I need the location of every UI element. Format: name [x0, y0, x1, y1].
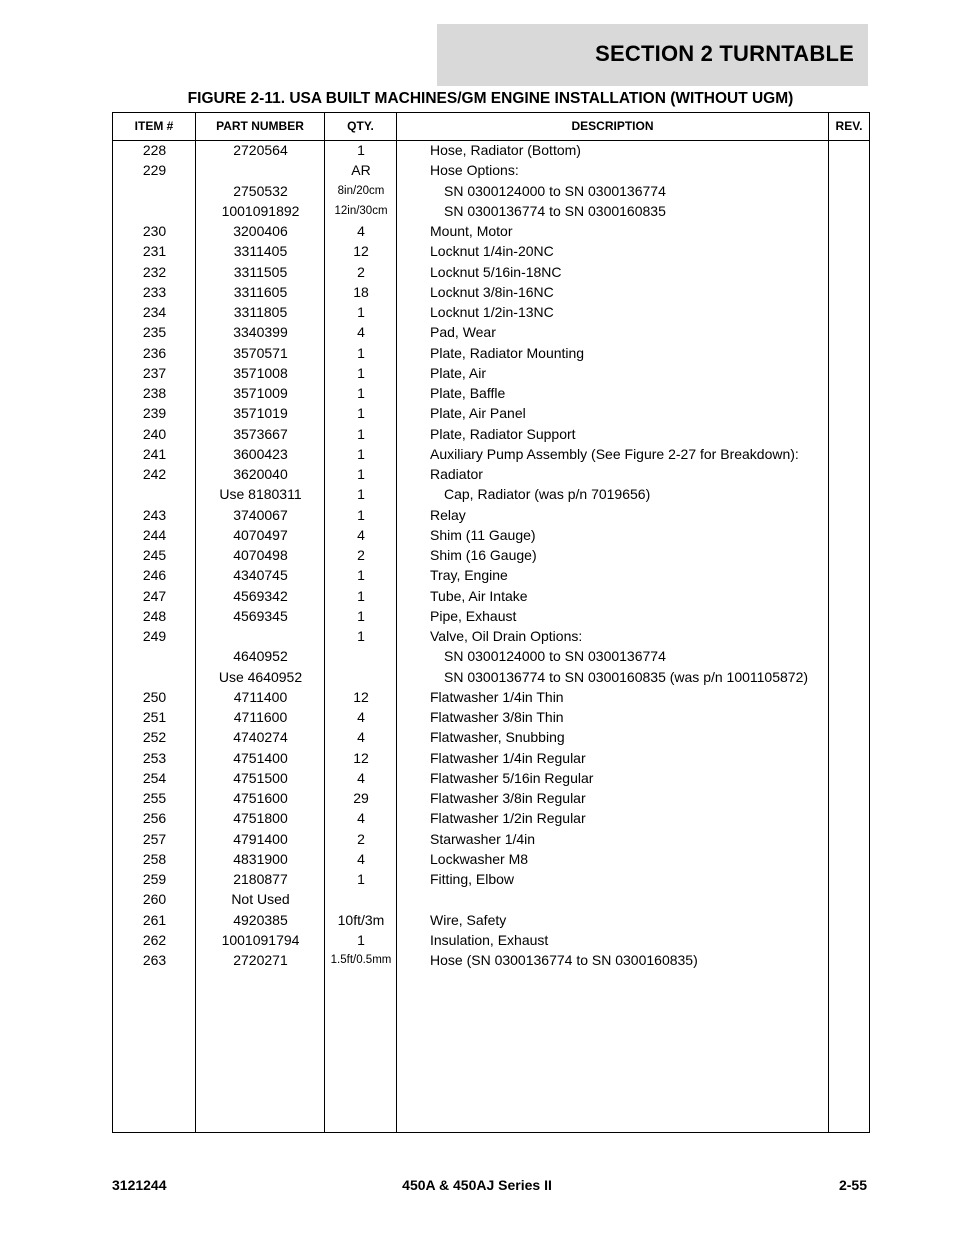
description-cell: Flatwasher 1/2in Regular [430, 810, 586, 827]
item-number-cell: 241 [142, 445, 167, 462]
table-row [113, 343, 869, 363]
footer-model-name: 450A & 450AJ Series II [402, 1177, 552, 1193]
description-cell: Flatwasher 3/8in Thin [430, 709, 564, 725]
part-number-cell: 3571009 [233, 385, 288, 401]
part-number-cell: 4070498 [233, 547, 288, 563]
part-number-cell: 1001091892 [221, 202, 300, 219]
item-number-cell: 232 [142, 263, 167, 280]
quantity-cell: 1 [357, 385, 365, 401]
description-cell: Flatwasher 3/8in Regular [430, 790, 586, 806]
table-row [113, 201, 869, 221]
column-header-description: DESCRIPTION [571, 119, 654, 133]
quantity-cell: 12in/30cm [334, 204, 388, 217]
item-number-cell: 247 [142, 587, 167, 604]
item-number-cell: 245 [142, 547, 167, 563]
item-number-cell: 235 [142, 324, 167, 341]
quantity-cell: 4 [357, 729, 365, 746]
table-row [113, 910, 869, 930]
item-number-cell [113, 646, 196, 666]
part-number-cell: 3620040 [233, 466, 288, 482]
description-cell: Lockwasher M8 [430, 850, 529, 867]
quantity-cell: 1 [357, 486, 365, 503]
item-number-cell [113, 181, 196, 201]
table-row [113, 403, 869, 423]
table-row [113, 667, 869, 687]
quantity-cell [325, 667, 397, 687]
description-cell: Valve, Oil Drain Options: [430, 628, 583, 644]
quantity-cell: AR [351, 162, 371, 179]
description-cell: SN 0300136774 to SN 0300160835 [444, 202, 666, 219]
item-number-cell: 243 [142, 506, 167, 523]
quantity-cell: 1 [357, 567, 365, 584]
part-number-cell: 4751500 [233, 769, 288, 786]
quantity-cell: 1 [357, 931, 365, 948]
table-row [113, 727, 869, 747]
description-cell: SN 0300136774 to SN 0300160835 (was p/n 1001105872) [444, 668, 809, 685]
description-cell: Shim (11 Gauge) [430, 526, 536, 543]
table-row [113, 140, 869, 160]
quantity-cell: 10ft/3m [337, 911, 385, 928]
figure-title: FIGURE 2-11. USA BUILT MACHINES/GM ENGINE INSTALLATION (WITHOUT UGM) [187, 90, 794, 107]
description-cell: Mount, Motor [430, 223, 513, 239]
item-number-cell: 261 [142, 911, 167, 928]
part-number-cell: 4740274 [233, 729, 288, 746]
item-number-cell: 231 [142, 243, 167, 260]
item-number-cell: 239 [142, 405, 167, 422]
quantity-cell: 1 [357, 607, 365, 624]
item-number-cell: 242 [142, 466, 167, 482]
description-cell: Locknut 1/2in-13NC [430, 304, 554, 320]
quantity-cell: 1 [357, 344, 365, 361]
description-cell: Pipe, Exhaust [430, 607, 517, 624]
item-number-cell: 229 [142, 162, 167, 179]
table-row [113, 586, 869, 606]
part-number-cell: 4751600 [233, 790, 288, 806]
table-row [113, 626, 869, 646]
item-number-cell: 230 [142, 223, 167, 239]
description-cell: Hose Options: [430, 162, 519, 179]
quantity-cell [325, 889, 397, 909]
quantity-cell: 1 [357, 364, 365, 381]
part-number-cell: 3571008 [233, 364, 288, 381]
part-number-cell: 4791400 [233, 830, 288, 847]
part-number-cell [196, 626, 325, 646]
quantity-cell: 1 [357, 506, 365, 523]
quantity-cell: 1 [357, 466, 365, 482]
quantity-cell: 1 [357, 304, 365, 320]
quantity-cell: 4 [357, 526, 365, 543]
part-number-cell: 4920385 [233, 911, 288, 928]
description-cell: Hose, Radiator (Bottom) [430, 142, 581, 158]
item-number-cell: 258 [142, 850, 167, 867]
quantity-cell: 1.5ft/0.5mm [330, 954, 392, 966]
part-number-cell: 4569342 [233, 587, 288, 604]
table-row [113, 282, 869, 302]
description-cell: Plate, Air Panel [430, 405, 526, 422]
description-cell: Locknut 3/8in-16NC [430, 283, 554, 300]
table-row [113, 241, 869, 261]
description-cell: Wire, Safety [430, 911, 507, 928]
quantity-cell: 1 [357, 587, 365, 604]
description-cell: Plate, Baffle [430, 385, 506, 401]
item-number-cell: 246 [142, 567, 167, 584]
item-number-cell: 262 [142, 931, 167, 948]
description-cell: Cap, Radiator (was p/n 7019656) [444, 486, 651, 503]
quantity-cell: 2 [357, 547, 365, 563]
part-number-cell: 3571019 [233, 405, 288, 422]
table-row [113, 424, 869, 444]
quantity-cell: 4 [357, 223, 365, 239]
part-number-cell: 4751400 [233, 749, 288, 766]
part-number-cell: Use 4640952 [218, 668, 303, 685]
part-number-cell: 4070497 [233, 526, 288, 543]
item-number-cell: 248 [142, 607, 167, 624]
quantity-cell: 4 [357, 709, 365, 725]
quantity-cell: 1 [357, 871, 365, 887]
item-number-cell [113, 201, 196, 221]
table-row [113, 606, 869, 626]
description-cell: Auxiliary Pump Assembly (See Figure 2-27 for Breakdown): [430, 445, 799, 462]
item-number-cell: 237 [142, 364, 167, 381]
section-title: SECTION 2 TURNTABLE [595, 41, 854, 66]
quantity-cell: 12 [353, 243, 369, 260]
part-number-cell: 4751800 [233, 810, 288, 827]
quantity-cell: 8in/20cm [337, 184, 385, 197]
quantity-cell: 12 [353, 749, 369, 766]
item-number-cell: 233 [142, 283, 167, 300]
description-cell: Flatwasher 5/16in Regular [430, 769, 594, 786]
part-number-cell: 3200406 [233, 223, 288, 239]
description-cell: Plate, Radiator Mounting [430, 344, 585, 361]
item-number-cell: 236 [142, 344, 167, 361]
description-cell: Insulation, Exhaust [430, 931, 549, 948]
table-row [113, 788, 869, 808]
part-number-cell: 3573667 [233, 425, 288, 442]
column-header-item: ITEM # [134, 119, 174, 133]
table-row [113, 687, 869, 707]
description-cell: Flatwasher 1/4in Thin [430, 688, 564, 705]
description-cell: Plate, Air [430, 364, 487, 381]
item-number-cell: 254 [142, 769, 167, 786]
item-number-cell: 253 [142, 749, 167, 766]
description-cell: Tray, Engine [430, 567, 508, 584]
column-header-rev: REV. [835, 119, 863, 133]
part-number-cell: 2720564 [233, 142, 288, 158]
item-number-cell: 256 [142, 810, 167, 827]
table-row [113, 829, 869, 849]
part-number-cell: 4640952 [233, 648, 288, 665]
description-cell: Fitting, Elbow [430, 871, 515, 887]
item-number-cell: 257 [142, 830, 167, 847]
quantity-cell: 4 [357, 324, 365, 341]
part-number-cell: 3340399 [233, 324, 288, 341]
table-row [113, 889, 869, 909]
part-number-cell [196, 160, 325, 180]
table-row [113, 221, 869, 241]
item-number-cell: 259 [142, 871, 167, 887]
table-row [113, 464, 869, 484]
item-number-cell: 250 [142, 688, 167, 705]
description-cell: Locknut 1/4in-20NC [430, 243, 554, 260]
quantity-cell: 2 [357, 263, 365, 280]
quantity-cell: 4 [357, 850, 365, 867]
parts-table [112, 112, 870, 1133]
description-cell: Flatwasher 1/4in Regular [430, 749, 586, 766]
quantity-cell: 1 [357, 445, 365, 462]
table-row [113, 484, 869, 504]
part-number-cell: 3740067 [233, 506, 288, 523]
quantity-cell: 2 [357, 830, 365, 847]
description-cell: Hose (SN 0300136774 to SN 0300160835) [430, 952, 698, 968]
quantity-cell [325, 646, 397, 666]
column-header-qty: QTY. [347, 119, 374, 133]
part-number-cell: 2180877 [233, 871, 288, 887]
table-row [113, 950, 869, 970]
table-row [113, 565, 869, 585]
table-body [113, 140, 869, 970]
table-row [113, 849, 869, 869]
quantity-cell: 18 [353, 283, 369, 300]
quantity-cell: 4 [357, 769, 365, 786]
table-row [113, 808, 869, 828]
description-cell: SN 0300124000 to SN 0300136774 [444, 648, 666, 665]
item-number-cell: 255 [142, 790, 167, 806]
part-number-cell: 3311805 [233, 304, 288, 320]
table-row [113, 545, 869, 565]
table-row [113, 646, 869, 666]
table-row [113, 363, 869, 383]
item-number-cell: 240 [142, 425, 167, 442]
quantity-cell: 1 [357, 628, 365, 644]
table-row [113, 869, 869, 889]
item-number-cell: 251 [142, 709, 167, 725]
part-number-cell: 2750532 [233, 182, 288, 199]
quantity-cell: 1 [357, 425, 365, 442]
item-number-cell: 228 [142, 142, 167, 158]
table-row [113, 505, 869, 525]
description-cell: SN 0300124000 to SN 0300136774 [444, 182, 666, 199]
description-cell: Flatwasher, Snubbing [430, 729, 565, 746]
item-number-cell: 263 [142, 952, 167, 968]
description-cell: Shim (16 Gauge) [430, 547, 537, 563]
part-number-cell: 1001091794 [221, 931, 300, 948]
item-number-cell: 238 [142, 385, 167, 401]
table-row [113, 768, 869, 788]
column-header-part-number: PART NUMBER [216, 119, 304, 133]
part-number-cell: Not Used [231, 891, 290, 908]
description-cell: Starwasher 1/4in [430, 830, 536, 847]
part-number-cell: 2720271 [233, 952, 288, 968]
table-row [113, 525, 869, 545]
part-number-cell: 4340745 [233, 567, 288, 584]
part-number-cell: 4711600 [233, 709, 288, 725]
item-number-cell: 234 [142, 304, 167, 320]
description-cell: Pad, Wear [430, 324, 496, 341]
item-number-cell: 260 [142, 891, 167, 908]
table-row [113, 383, 869, 403]
part-number-cell: 3570571 [233, 344, 288, 361]
table-row [113, 748, 869, 768]
part-number-cell: 3311505 [233, 263, 288, 280]
item-number-cell: 249 [142, 628, 167, 644]
table-row [113, 930, 869, 950]
description-cell: Locknut 5/16in-18NC [430, 263, 562, 280]
footer-document-number: 3121244 [112, 1177, 167, 1193]
description-cell: Relay [430, 506, 466, 523]
table-row [113, 302, 869, 322]
table-row [113, 181, 869, 201]
part-number-cell: 4711400 [233, 688, 288, 705]
part-number-cell: Use 8180311 [219, 486, 302, 503]
part-number-cell: 3311405 [233, 243, 288, 260]
description-cell: Radiator [430, 466, 483, 482]
table-row [113, 444, 869, 464]
item-number-cell [113, 667, 196, 687]
footer-page-number: 2-55 [838, 1177, 867, 1193]
description-cell: Plate, Radiator Support [430, 425, 576, 442]
part-number-cell: 3311605 [233, 283, 288, 300]
table-row [113, 707, 869, 727]
quantity-cell: 1 [357, 142, 365, 158]
quantity-cell: 12 [353, 688, 369, 705]
table-row [113, 322, 869, 342]
part-number-cell: 4569345 [233, 607, 288, 624]
quantity-cell: 29 [353, 790, 369, 806]
part-number-cell: 3600423 [233, 445, 288, 462]
table-row [113, 160, 869, 180]
item-number-cell: 244 [142, 526, 167, 543]
part-number-cell: 4831900 [233, 850, 288, 867]
quantity-cell: 4 [357, 810, 365, 827]
description-cell: Tube, Air Intake [430, 587, 528, 604]
table-row [113, 262, 869, 282]
quantity-cell: 1 [357, 405, 365, 422]
section-banner [437, 24, 868, 86]
item-number-cell: 252 [142, 729, 167, 746]
item-number-cell [113, 484, 196, 504]
